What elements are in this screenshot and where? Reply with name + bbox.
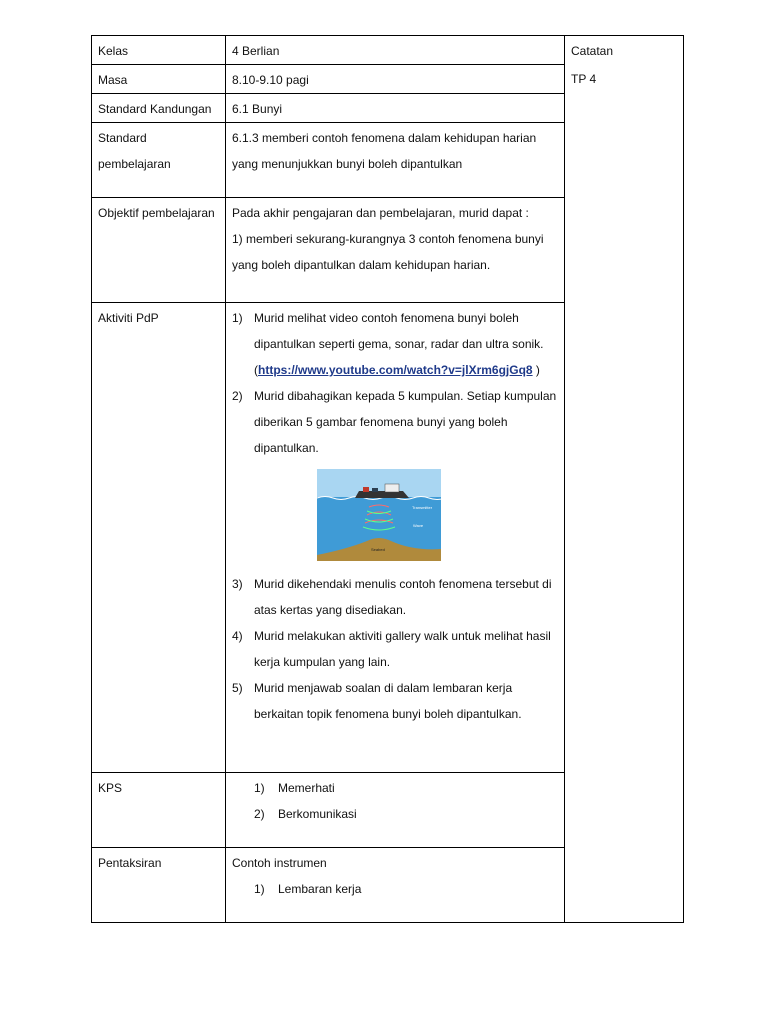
list-item	[232, 571, 558, 623]
pentaksiran-label: Pentaksiran	[92, 848, 226, 923]
list-number: 4)	[232, 629, 243, 643]
kelas-label: Kelas	[92, 36, 226, 65]
standard-pembelajaran-value: 6.1.3 memberi contoh fenomena dalam kehidupan harian yang menunjukkan bunyi boleh dipantulkan	[226, 123, 565, 198]
list-number: 1)	[232, 311, 243, 325]
list-text: Murid melihat video contoh fenomena bunyi boleh dipantulkan seperti gema, sonar, radar dan ultra sonik.	[254, 311, 544, 351]
figure-caption: Seabed	[371, 547, 385, 552]
list-item	[232, 623, 558, 675]
figure-caption: Wave	[413, 523, 424, 528]
list-item	[254, 801, 558, 827]
list-item	[232, 305, 558, 383]
objektif-item: 1) memberi sekurang-kurangnya 3 contoh fenomena bunyi yang boleh dipantulkan dalam kehidupan harian.	[232, 232, 544, 272]
objektif-intro: Pada akhir pengajaran dan pembelajaran, murid dapat :	[232, 206, 529, 220]
pentaksiran-cell	[226, 848, 565, 923]
list-item	[254, 876, 558, 902]
list-item	[232, 675, 558, 727]
objektif-label: Objektif pembelajaran	[92, 198, 226, 303]
youtube-link[interactable]: https://www.youtube.com/watch?v=jlXrm6gjGq8	[258, 363, 533, 377]
sonar-figure	[317, 469, 441, 561]
list-text: Lembaran kerja	[278, 882, 362, 896]
standard-pembelajaran-label: Standard pembelajaran	[92, 123, 226, 198]
link-paren-close: )	[532, 363, 540, 377]
list-text: Berkomunikasi	[278, 807, 357, 821]
catatan-column	[565, 36, 684, 923]
kps-list	[232, 775, 558, 827]
list-item	[254, 775, 558, 801]
masa-label: Masa	[92, 65, 226, 94]
aktiviti-label: Aktiviti PdP	[92, 303, 226, 773]
aktiviti-cell	[226, 303, 565, 773]
list-text: Murid dikehendaki menulis contoh fenomena tersebut di atas kertas yang disediakan.	[254, 577, 552, 617]
kps-label: KPS	[92, 773, 226, 848]
aktiviti-list	[232, 305, 558, 727]
standard-kandungan-label: Standard Kandungan	[92, 94, 226, 123]
masa-value: 8.10-9.10 pagi	[226, 65, 565, 94]
list-text: Memerhati	[278, 781, 335, 795]
catatan-value: TP 4	[571, 72, 597, 86]
sonar-ship-illustration-icon	[317, 469, 441, 561]
catatan-title: Catatan	[571, 44, 614, 58]
lesson-plan-table	[91, 35, 684, 923]
list-text: Murid menjawab soalan di dalam lembaran kerja berkaitan topik fenomena bunyi boleh dipantulkan.	[254, 681, 522, 721]
list-number: 2)	[254, 807, 265, 821]
figure-caption: Transmitter	[412, 505, 433, 510]
pentaksiran-intro: Contoh instrumen	[232, 856, 327, 870]
list-item	[232, 383, 558, 561]
list-number: 3)	[232, 577, 243, 591]
list-text: Murid melakukan aktiviti gallery walk untuk melihat hasil kerja kumpulan yang lain.	[254, 629, 551, 669]
link-paren-open: (	[254, 363, 258, 377]
list-number: 5)	[232, 681, 243, 695]
objektif-cell	[226, 198, 565, 303]
kps-cell	[226, 773, 565, 848]
list-number: 1)	[254, 781, 265, 795]
list-text: Murid dibahagikan kepada 5 kumpulan. Setiap kumpulan diberikan 5 gambar fenomena bunyi yang boleh dipantulkan.	[254, 389, 557, 455]
list-number: 1)	[254, 882, 265, 896]
list-number: 2)	[232, 389, 243, 403]
pentaksiran-list	[232, 876, 558, 902]
kelas-value: 4 Berlian	[226, 36, 565, 65]
standard-kandungan-value: 6.1 Bunyi	[226, 94, 565, 123]
